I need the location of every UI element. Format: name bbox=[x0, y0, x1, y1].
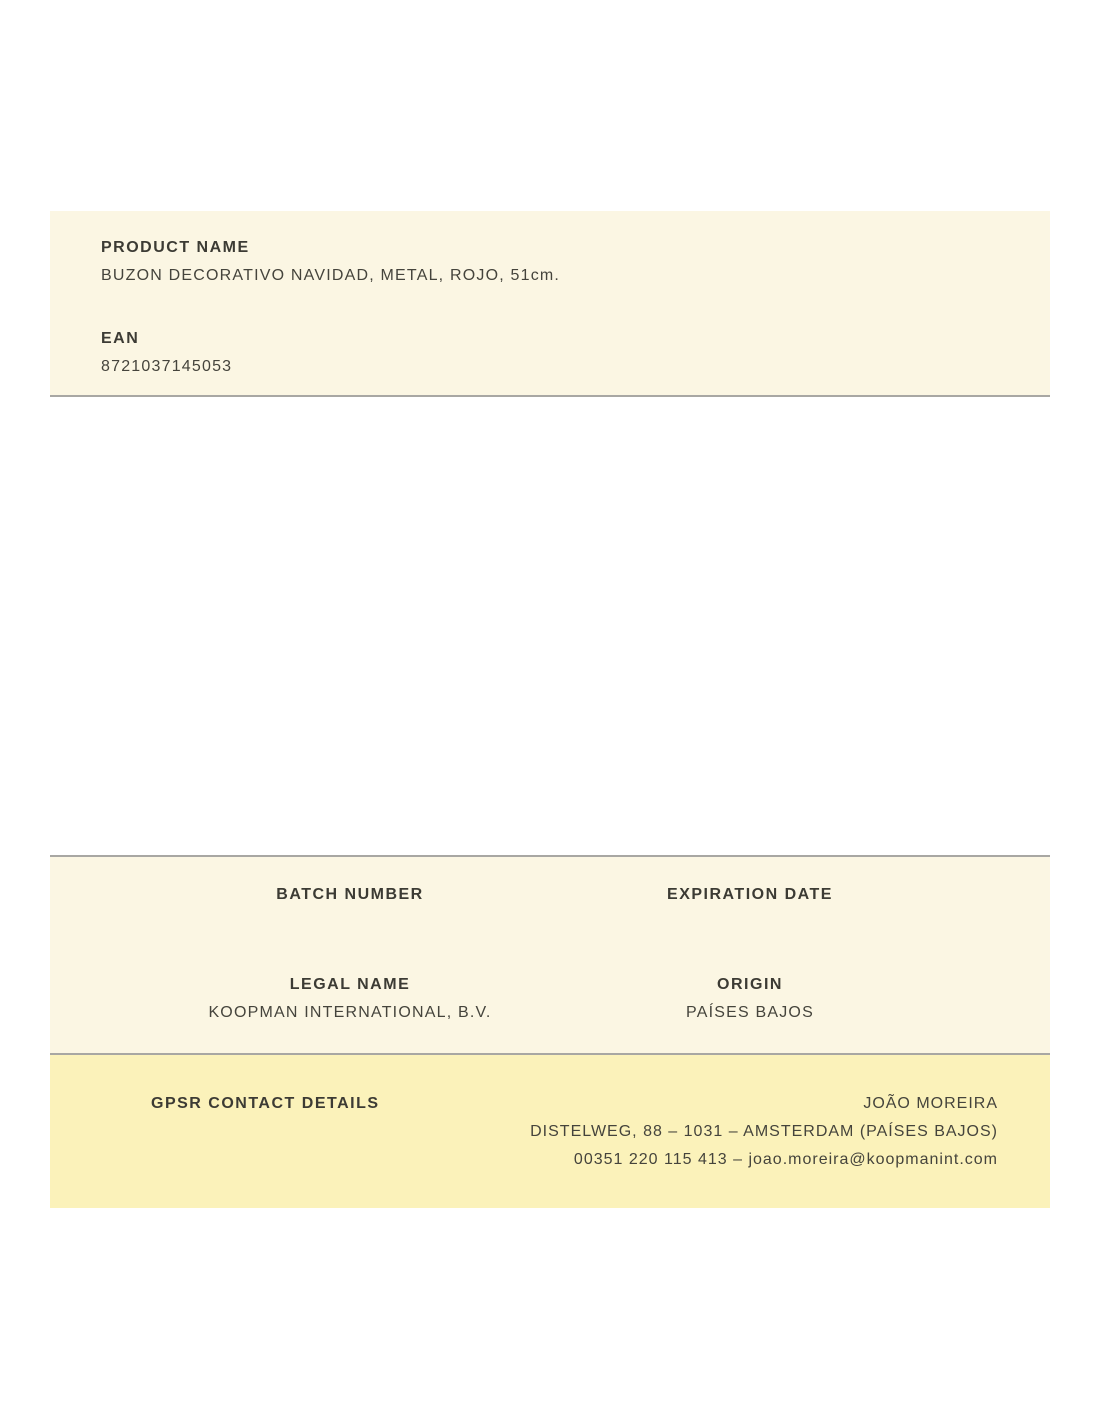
gpsr-contact-address: DISTELWEG, 88 – 1031 – AMSTERDAM (PAÍSES BAJOS) bbox=[530, 1123, 998, 1140]
legal-name-label: LEGAL NAME bbox=[289, 976, 411, 993]
gpsr-contact-block bbox=[530, 1090, 998, 1174]
legal-origin-value-row bbox=[150, 1003, 950, 1023]
gpsr-contact-panel bbox=[50, 1055, 1050, 1208]
gpsr-contact-name: JOÃO MOREIRA bbox=[863, 1095, 998, 1112]
product-name-value: BUZON DECORATIVO NAVIDAD, METAL, ROJO, 51cm. bbox=[101, 267, 561, 284]
gpsr-contact-phone-email: 00351 220 115 413 – joao.moreira@koopmanint.com bbox=[573, 1151, 998, 1168]
origin-value: PAÍSES BAJOS bbox=[686, 1004, 814, 1021]
product-name-label: PRODUCT NAME bbox=[101, 239, 250, 256]
batch-details-panel bbox=[50, 855, 1050, 1055]
origin-label: ORIGIN bbox=[717, 976, 783, 993]
legal-name-value: KOOPMAN INTERNATIONAL, B.V. bbox=[208, 1004, 492, 1021]
product-info-panel bbox=[50, 211, 1050, 397]
legal-origin-header-row bbox=[150, 975, 950, 995]
ean-value: 8721037145053 bbox=[101, 358, 233, 375]
ean-label: EAN bbox=[101, 330, 140, 347]
batch-number-label: BATCH NUMBER bbox=[276, 886, 424, 903]
gpsr-contact-details-label: GPSR CONTACT DETAILS bbox=[151, 1095, 380, 1112]
batch-expiration-header-row bbox=[150, 885, 950, 905]
expiration-date-label: EXPIRATION DATE bbox=[667, 886, 833, 903]
